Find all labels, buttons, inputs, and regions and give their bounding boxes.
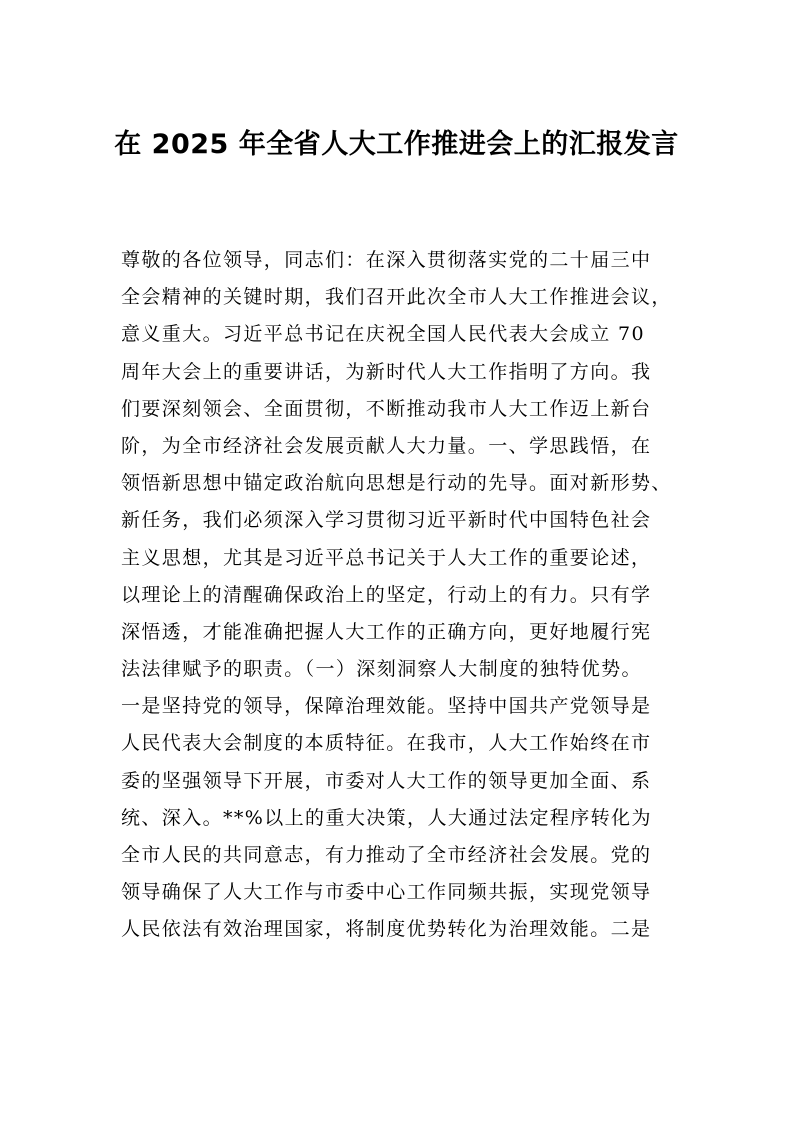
body-line: 深悟透，才能准确把握人大工作的正确方向，更好地履行宪 <box>121 620 652 643</box>
body-line: 全会精神的关键时期，我们召开此次全市人大工作推进会议， <box>121 286 672 309</box>
body-line: 意义重大。习近平总书记在庆祝全国人民代表大会成立 70 <box>121 323 646 346</box>
body-line: 尊敬的各位领导，同志们：在深入贯彻落实党的二十届三中 <box>121 249 652 271</box>
body-line: 们要深刻领会、全面贯彻，不断推动我市人大工作迈上新台 <box>121 397 652 420</box>
body-line: 主义思想，尤其是习近平总书记关于人大工作的重要论述， <box>121 546 652 569</box>
body-line: 阶，为全市经济社会发展贡献人大力量。一、学思践悟，在 <box>121 434 652 457</box>
body-line: 委的坚强领导下开展，市委对人大工作的领导更加全面、系 <box>121 769 652 792</box>
body-line: 法法律赋予的职责。（一）深刻洞察人大制度的独特优势。 <box>121 658 642 681</box>
body-line: 一是坚持党的领导，保障治理效能。坚持中国共产党领导是 <box>121 695 652 718</box>
body-line: 领悟新思想中锚定政治航向思想是行动的先导。面对新形势、 <box>121 472 672 495</box>
body-line: 人民依法有效治理国家，将制度优势转化为治理效能。二是 <box>121 918 652 941</box>
body-line: 新任务，我们必须深入学习贯彻习近平新时代中国特色社会 <box>121 509 652 532</box>
body-line: 周年大会上的重要讲话，为新时代人大工作指明了方向。我 <box>121 360 652 383</box>
body-line: 全市人民的共同意志，有力推动了全市经济社会发展。党的 <box>121 844 652 866</box>
document-title: 在 2025 年全省人大工作推进会上的汇报发言 <box>114 129 679 160</box>
body-line: 人民代表大会制度的本质特征。在我市，人大工作始终在市 <box>121 732 652 755</box>
body-line: 领导确保了人大工作与市委中心工作同频共振，实现党领导 <box>121 881 652 904</box>
body-line: 以理论上的清醒确保政治上的坚定，行动上的有力。只有学 <box>121 583 652 606</box>
body-line: 统、深入。**%以上的重大决策，人大通过法定程序转化为 <box>121 806 652 829</box>
document-body <box>121 242 681 949</box>
